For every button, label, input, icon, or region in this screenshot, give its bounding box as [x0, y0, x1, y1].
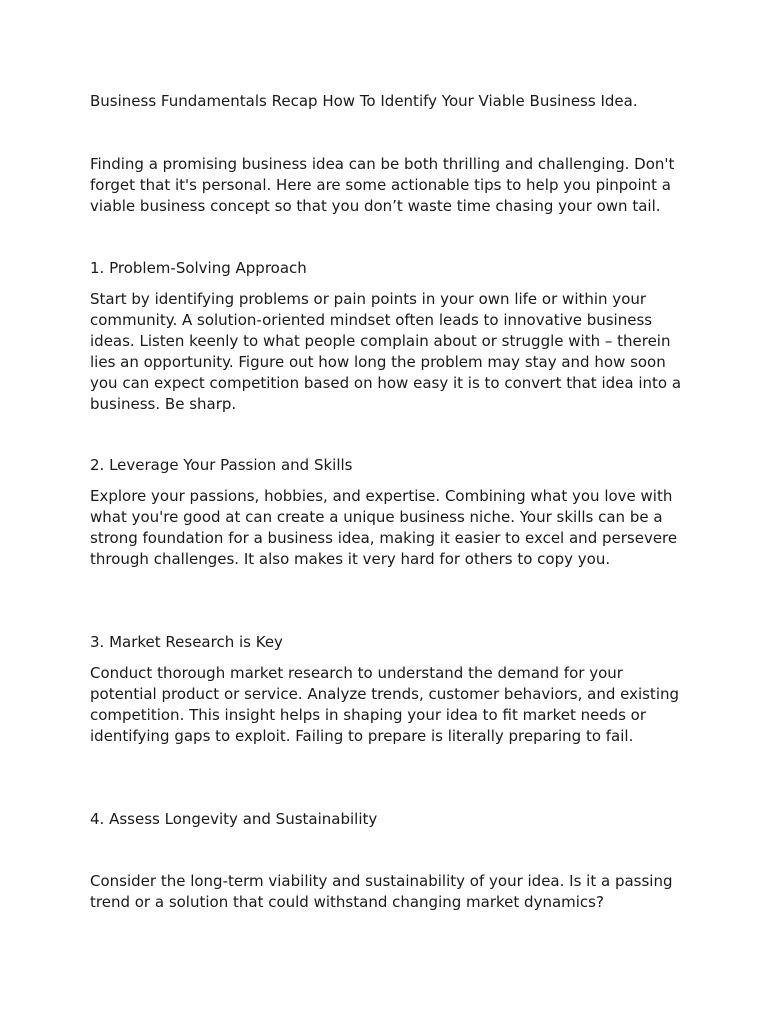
section-body-problem-solving: Start by identifying problems or pain points in your own life or within your community. A solution-oriented mindset often leads to innovative business ideas. Listen keenly to what people complain about or struggle with – therein lies an opportunity. Figure out how long the problem may stay and how soon you can expect competition based on how easy it is to convert that idea into a business. Be sharp.: [90, 290, 682, 413]
section-heading-passion-skills: 2. Leverage Your Passion and Skills: [90, 456, 353, 474]
intro-paragraph: Finding a promising business idea can be both thrilling and challenging. Don't forget that it's personal. Here are some actionable tips to help you pinpoint a viable business concept so that you don’t waste time chasing your own tail.: [90, 155, 675, 215]
section-body-longevity: Consider the long-term viability and sustainability of your idea. Is it a passing trend or a solution that could withstand changing market dynamics?: [90, 872, 673, 911]
section-body-market-research: Conduct thorough market research to understand the demand for your potential product or service. Analyze trends, customer behaviors, and existing competition. This insight helps in shaping your idea to fit market needs or identifying gaps to exploit. Failing to prepare is literally preparing to fail.: [90, 664, 680, 745]
section-body-passion-skills: Explore your passions, hobbies, and expertise. Combining what you love with what you're good at can create a unique business niche. Your skills can be a strong foundation for a business idea, making it easier to excel and persevere through challenges. It also makes it very hard for others to copy you.: [90, 487, 678, 568]
section-heading-longevity: 4. Assess Longevity and Sustainability: [90, 810, 378, 828]
section-heading-market-research: 3. Market Research is Key: [90, 633, 283, 651]
document-title: Business Fundamentals Recap How To Identify Your Viable Business Idea.: [90, 92, 638, 110]
section-heading-problem-solving: 1. Problem-Solving Approach: [90, 259, 307, 277]
